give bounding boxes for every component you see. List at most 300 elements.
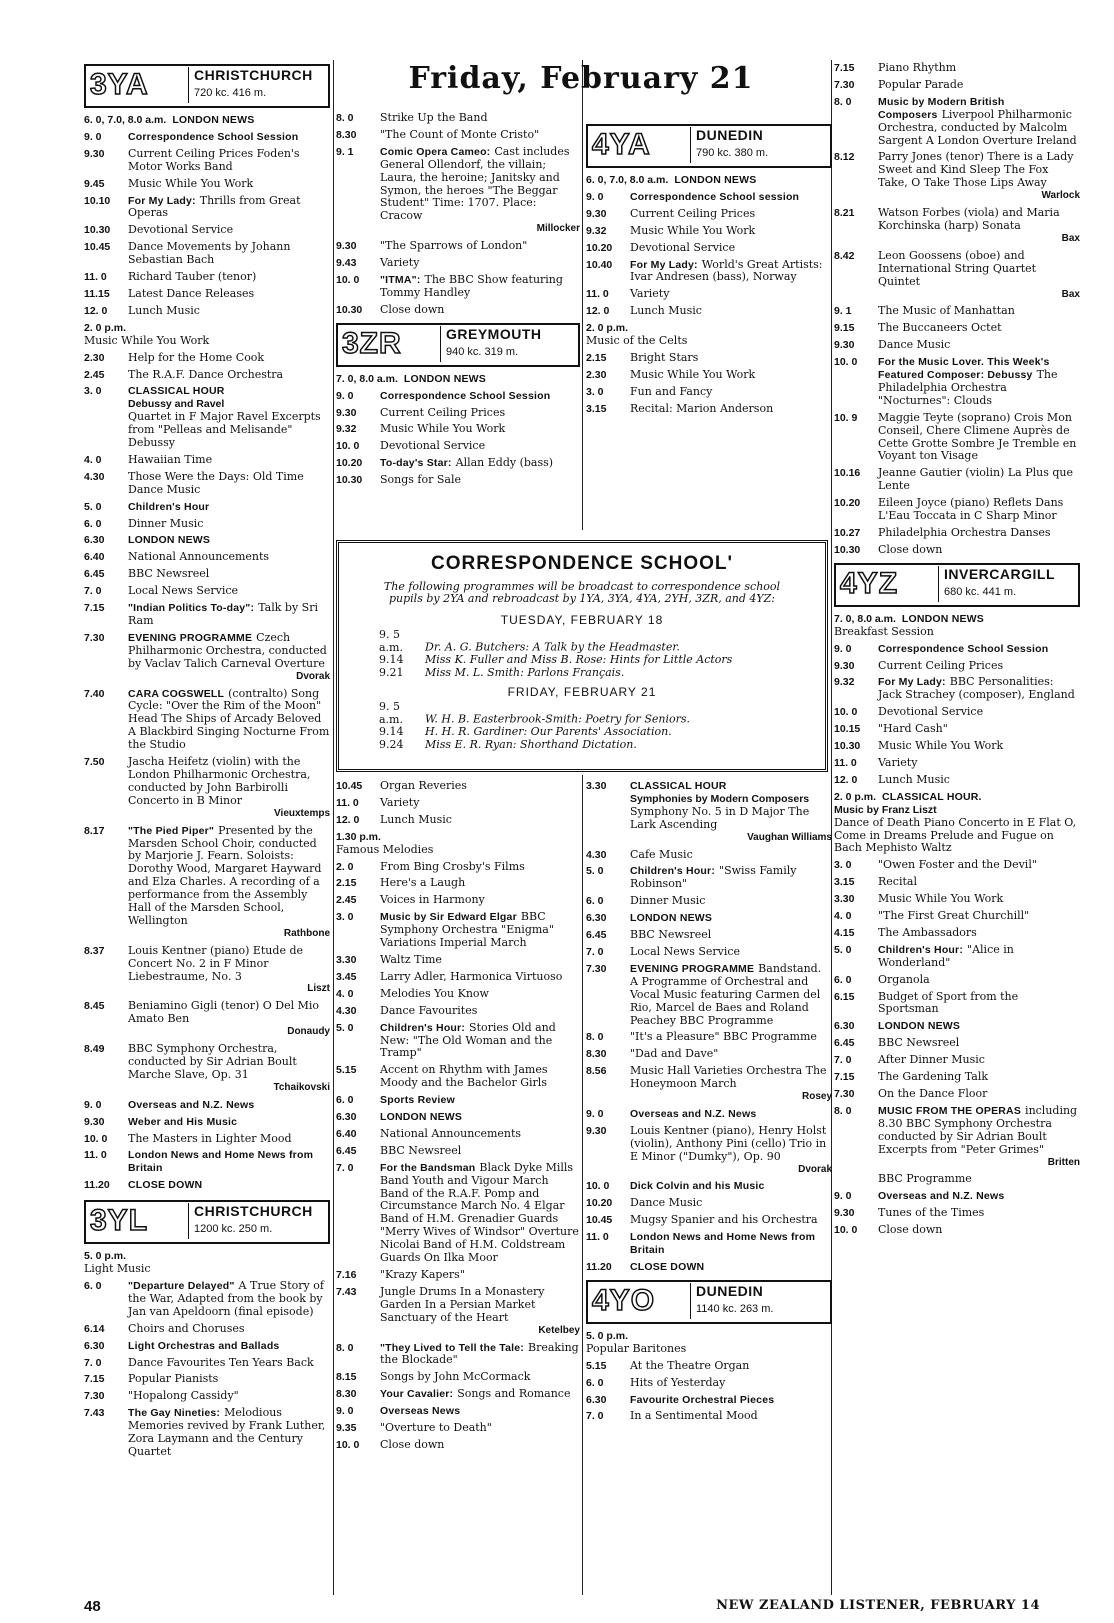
programme-time: 8.15 — [336, 1371, 357, 1384]
programme-entry — [834, 207, 1080, 246]
programme-list-4yz — [834, 613, 1080, 1237]
column-4 — [834, 62, 1080, 1241]
programme-time: 4.30 — [586, 848, 607, 861]
programme-description: Lunch Music — [380, 812, 452, 826]
programme-time: 6.40 — [84, 551, 105, 564]
programme-description: BBC Newsreel — [380, 1143, 462, 1157]
programme-time: 7.43 — [84, 1407, 105, 1420]
programme-description: Hits of Yesterday — [630, 1375, 726, 1389]
programme-time: 9. 0 — [84, 1098, 102, 1111]
programme-description: Current Ceiling Prices Foden's Motor Works Band — [128, 146, 300, 173]
programme-description: Lunch Music — [128, 303, 200, 317]
programme-entry — [336, 146, 580, 236]
programme-description: Bandstand. A Programme of Orchestral and Vocal Music featuring Carmen del Rio, Marcel de Baes and Roland Peachey BBC Programme — [630, 961, 822, 1027]
programme-title: For My Lady: — [878, 676, 946, 689]
programme-entry — [84, 585, 330, 598]
programme-entry — [586, 1231, 832, 1257]
programme-entry — [834, 660, 1080, 673]
programme-entry — [834, 676, 1080, 702]
programme-title: LONDON NEWS — [380, 1111, 463, 1124]
programme-title: Dick Colvin and his Music — [630, 1180, 765, 1193]
programme-entry — [84, 945, 330, 997]
programme-time: 10. 0 — [336, 273, 360, 286]
programme-entry — [586, 1214, 832, 1227]
programme-time: 5. 0 p.m. — [586, 1329, 629, 1342]
programme-title: Sports Review — [380, 1094, 455, 1107]
programme-description: Tunes of the Times — [878, 1206, 985, 1220]
programme-entry — [84, 1357, 330, 1370]
correspondence-time: 9.21 — [379, 665, 404, 679]
programme-description: Stories Old and New: "The Old Woman and the Tramp" — [380, 1020, 556, 1060]
programme-description: Close down — [380, 302, 445, 316]
programme-list-3yl — [84, 1250, 330, 1459]
programme-time: 7. 0 — [84, 585, 102, 598]
programme-description: Black Dyke Mills Band Youth and Vigour March Band of the R.A.F. Pomp and Circumstance March No. 4 Elgar Band of H.M. Grenadier Guards "Merry Wives of Windsor" Overture Nicolai Band of H.M. Coldstream Guards On Ilka Moor — [380, 1160, 579, 1265]
programme-description: Mugsy Spanier and his Orchestra — [630, 1213, 818, 1227]
programme-time: 11. 0 — [84, 271, 107, 284]
programme-entry — [84, 825, 330, 941]
programme-entry — [336, 1269, 580, 1282]
programme-description: Quartet in F Major Ravel Excerpts from "Pelleas and Melisande" Debussy — [128, 410, 321, 450]
programme-time: 2.15 — [586, 351, 607, 364]
programme-entry — [834, 1190, 1080, 1203]
programme-entry — [84, 1373, 330, 1386]
programme-entry — [834, 1071, 1080, 1084]
programme-time: 6. 0 — [336, 1094, 354, 1107]
programme-entry — [834, 613, 1080, 639]
programme-entry — [586, 1065, 832, 1104]
programme-time: 7.30 — [84, 631, 105, 644]
programme-time: 5.15 — [336, 1064, 357, 1077]
programme-time: 9.32 — [834, 676, 855, 689]
programme-description: "Hopalong Cassidy" — [128, 1389, 239, 1403]
programme-description: Variety — [380, 795, 420, 809]
programme-title: London News and Home News from Britain — [128, 1149, 314, 1175]
programme-description: Help for the Home Cook — [128, 350, 265, 364]
programme-entry — [84, 1116, 330, 1129]
programme-title: Overseas and N.Z. News — [630, 1107, 757, 1120]
programme-description: Breakfast Session — [834, 624, 934, 638]
programme-entry — [336, 474, 580, 487]
programme-entry — [336, 112, 580, 125]
programme-time: 6.45 — [834, 1037, 855, 1050]
programme-time: 10. 0 — [336, 1438, 360, 1451]
programme-time: 9.30 — [586, 207, 607, 220]
correspondence-talk: H. H. R. Gardiner: Our Parents' Association. — [425, 725, 672, 738]
programme-description: Waltz Time — [380, 952, 442, 966]
station-frequency: 680 kc. 441 m. — [944, 585, 1017, 598]
programme-entry — [84, 1250, 330, 1276]
programme-time: 11. 0 — [84, 1149, 107, 1162]
station-city: DUNEDIN — [696, 1282, 764, 1299]
programme-entry — [84, 1133, 330, 1146]
programme-time: 6.30 — [586, 912, 607, 925]
programme-entry — [84, 385, 330, 450]
programme-time: 9. 0 — [834, 1190, 852, 1203]
programme-entry — [586, 895, 832, 908]
programme-time: 9.35 — [336, 1422, 357, 1435]
programme-entry — [834, 497, 1080, 523]
station-city: CHRISTCHURCH — [194, 1203, 313, 1220]
station-frequency: 790 kc. 380 m. — [696, 147, 769, 159]
programme-description: Strike Up the Band — [380, 111, 488, 124]
programme-subtitle: Debussy and Ravel — [128, 398, 225, 411]
programme-title: "Departure Delayed" — [128, 1279, 235, 1292]
programme-description: A True Story of the War, Adapted from the book by Jan van Apeldoorn (final episode) — [128, 1278, 324, 1318]
programme-time: 8. 0 — [834, 95, 852, 108]
programme-entry — [586, 403, 832, 416]
programme-description: Local News Service — [630, 944, 741, 958]
column-3 — [586, 122, 832, 420]
programme-description: Songs by John McCormack — [380, 1370, 531, 1384]
programme-entry — [84, 352, 330, 365]
publication-line: NEW ZEALAND LISTENER, FEBRUARY 14 — [716, 1598, 1040, 1613]
programme-composer: Vieuxtemps — [274, 807, 330, 819]
programme-time: 6. 0 — [586, 1376, 604, 1389]
programme-description: Songs for Sale — [380, 473, 461, 487]
programme-entry — [84, 1179, 330, 1192]
programme-time: 11. 0 — [834, 756, 857, 769]
programme-description: After Dinner Music — [878, 1053, 985, 1067]
programme-entry — [336, 814, 580, 827]
programme-description: Choirs and Choruses — [128, 1321, 245, 1335]
programme-entry — [84, 1407, 330, 1459]
programme-description: The Ambassadors — [878, 925, 977, 939]
station-header-4yo — [586, 1280, 832, 1324]
programme-description: Music While You Work — [630, 223, 756, 237]
programme-entry — [84, 271, 330, 284]
programme-entry — [84, 131, 330, 144]
programme-time: 7. 0 — [586, 945, 604, 958]
programme-description: Melodies You Know — [380, 986, 489, 1000]
programme-description: In a Sentimental Mood — [630, 1409, 758, 1423]
programme-title: LONDON NEWS — [172, 114, 255, 126]
programme-description: Recital: Marion Anderson — [630, 401, 774, 415]
programme-description: Dance Music — [630, 1196, 703, 1210]
programme-time: 2.45 — [336, 894, 357, 907]
programme-entry — [84, 148, 330, 174]
programme-description: From Bing Crosby's Films — [380, 859, 525, 873]
programme-list-4yo — [586, 1330, 832, 1423]
station-callsign: 4YA — [592, 128, 651, 161]
programme-title: Overseas and N.Z. News — [878, 1190, 1005, 1203]
programme-title: CLASSICAL HOUR — [128, 385, 225, 398]
programme-description: Music While You Work — [128, 176, 254, 190]
programme-title: Children's Hour — [128, 500, 210, 513]
programme-time: 6.45 — [84, 568, 105, 581]
programme-time: 6.14 — [84, 1322, 105, 1335]
programme-composer: Dvorak — [798, 1163, 832, 1175]
programme-title: LONDON NEWS — [630, 912, 713, 925]
programme-entry — [336, 861, 580, 874]
programme-description: Richard Tauber (tenor) — [128, 270, 257, 284]
programme-time: 9.45 — [84, 177, 105, 190]
programme-time: 6. 0 — [84, 1279, 102, 1292]
correspondence-talk: Miss E. R. Ryan: Shorthand Dictation. — [425, 737, 637, 751]
programme-list-2-top — [336, 112, 580, 317]
programme-description: Jungle Drums In a Monastery Garden In a Persian Market Sanctuary of the Heart — [380, 1284, 545, 1324]
programme-description: Jascha Heifetz (violin) with the London Philharmonic Orchestra, conducted by John Barbirolli Concerto in B Minor — [128, 755, 311, 807]
programme-description: Local News Service — [128, 584, 239, 598]
programme-entry — [586, 1410, 832, 1423]
programme-time: 9. 1 — [336, 145, 354, 158]
programme-entry — [84, 501, 330, 514]
programme-time: 2. 0 p.m. — [834, 790, 877, 803]
programme-entry — [84, 1390, 330, 1403]
programme-description: Variety — [380, 256, 420, 270]
programme-time: 8.56 — [586, 1065, 607, 1078]
programme-entry — [336, 831, 580, 857]
programme-time: 8.49 — [84, 1043, 105, 1056]
station-city: DUNEDIN — [696, 127, 764, 143]
programme-entry — [84, 369, 330, 382]
programme-description: "The Sparrows of London" — [380, 239, 528, 253]
programme-entry — [834, 706, 1080, 719]
programme-title: CARA COGSWELL — [128, 687, 225, 700]
programme-description: Melodious Memories revived by Frank Luther, Zora Laymann and the Century Quartet — [128, 1406, 326, 1458]
programme-time: 12. 0 — [336, 813, 360, 826]
programme-description: Current Ceiling Prices — [380, 405, 506, 419]
programme-time: 6.30 — [336, 1111, 357, 1124]
programme-time: 5.15 — [586, 1359, 607, 1372]
programme-description: National Announcements — [380, 1126, 522, 1140]
programme-description: Leon Goossens (oboe) and International String Quartet Quintet — [878, 248, 1037, 288]
programme-title: Favourite Orchestral Pieces — [630, 1393, 775, 1406]
station-city: INVERCARGILL — [944, 565, 1055, 582]
programme-entry — [84, 632, 330, 684]
programme-title: "Indian Politics To-day": — [128, 602, 255, 615]
programme-entry — [84, 551, 330, 564]
programme-time: 8.42 — [834, 249, 855, 262]
programme-entry — [586, 1031, 832, 1044]
programme-entry — [84, 568, 330, 581]
programme-description: Voices in Harmony — [380, 893, 485, 907]
programme-composer: Vaughan Williams — [747, 831, 832, 843]
programme-description: Thrills from Great Operas — [128, 193, 301, 220]
programme-time: 3.15 — [586, 402, 607, 415]
programme-entry — [834, 62, 1080, 75]
programme-description: Dance Music — [878, 338, 951, 352]
programme-entry — [336, 1388, 580, 1401]
programme-title: Overseas and N.Z. News — [128, 1098, 255, 1111]
programme-title: Children's Hour: — [380, 1021, 466, 1034]
programme-description: Music While You Work — [878, 892, 1004, 906]
programme-time: 7. 0, 8.0 a.m. — [336, 372, 398, 385]
programme-description: Music Hall Varieties Orchestra The Honeymoon March — [630, 1064, 827, 1091]
programme-time: 6. 0 — [834, 973, 852, 986]
correspondence-time: 9.14 — [379, 725, 404, 738]
programme-entry — [336, 423, 580, 436]
programme-description: The Philadelphia Orchestra "Nocturnes": Clouds — [878, 368, 1058, 407]
programme-title: For My Lady: — [630, 258, 698, 271]
programme-entry — [336, 1405, 580, 1418]
correspondence-time: 9.24 — [379, 737, 404, 751]
programme-entry — [834, 974, 1080, 987]
programme-description: Larry Adler, Harmonica Virtuoso — [380, 969, 563, 983]
programme-entry — [834, 893, 1080, 906]
programme-description: Allan Eddy (bass) — [455, 456, 554, 470]
programme-time: 8.30 — [336, 128, 357, 141]
programme-time: 9.30 — [336, 406, 357, 419]
programme-time: 9.30 — [84, 147, 105, 160]
programme-description: BBC Programme — [878, 1172, 972, 1186]
programme-title: Correspondence School Session — [380, 389, 551, 402]
programme-entry — [586, 1180, 832, 1193]
programme-description: Organola — [878, 972, 930, 986]
programme-entry — [834, 791, 1080, 856]
programme-description: Devotional Service — [630, 240, 736, 254]
programme-time: 6. 0, 7.0, 8.0 a.m. — [84, 114, 167, 126]
programme-description: "It's a Pleasure" BBC Programme — [630, 1030, 817, 1044]
programme-time: 7.15 — [834, 1071, 855, 1084]
programme-time: 3. 0 — [336, 911, 354, 924]
programme-time: 6.40 — [336, 1127, 357, 1140]
programme-list-4ya — [586, 174, 832, 416]
programme-description: "Krazy Kapers" — [380, 1268, 465, 1281]
programme-entry — [586, 242, 832, 255]
programme-time: 8.30 — [336, 1388, 357, 1401]
programme-time: 9.32 — [336, 423, 357, 436]
programme-time: 10. 0 — [834, 1224, 858, 1237]
programme-time: 6.30 — [834, 1020, 855, 1033]
programme-title: LONDON NEWS — [128, 534, 211, 547]
programme-description: Louis Kentner (piano) Etude de Concert No. 2 in F Minor Liebestraume, No. 3 — [128, 943, 303, 983]
correspondence-item — [379, 701, 809, 726]
programme-time: 10.40 — [586, 258, 613, 271]
programme-entry — [336, 1371, 580, 1384]
programme-time: 2.45 — [84, 368, 105, 381]
programme-description: Current Ceiling Prices — [630, 206, 756, 220]
programme-description: Music of the Celts — [586, 334, 688, 348]
programme-description: BBC Symphony Orchestra, conducted by Sir Adrian Boult Marche Slave, Op. 31 — [128, 1042, 297, 1081]
programme-description: Eileen Joyce (piano) Reflets Dans L'Eau Toccata in C Sharp Minor — [878, 496, 1064, 523]
programme-time: 3.30 — [834, 893, 855, 906]
programme-composer: Warlock — [1041, 190, 1080, 202]
programme-entry — [834, 96, 1080, 148]
programme-entry — [834, 1037, 1080, 1050]
programme-time: 7. 0 — [84, 1356, 102, 1369]
programme-entry — [834, 79, 1080, 92]
programme-entry — [834, 740, 1080, 753]
programme-description: Cast includes General Ollendorf, the villain; Laura, the heroine; Janitsky and Symon, the heroes "The Beggar Student" Time: 1707. Place: Cracow — [380, 144, 570, 223]
programme-time: 5. 0 — [336, 1021, 354, 1034]
programme-time: 9.30 — [336, 240, 357, 253]
programme-description: Symphony No. 5 in D Major The Lark Ascending — [630, 804, 810, 831]
programme-title: Weber and His Music — [128, 1115, 238, 1128]
programme-time: 4.30 — [84, 470, 105, 483]
programme-time: 7.40 — [84, 687, 105, 700]
programme-time: 2. 0 p.m. — [84, 321, 127, 334]
programme-entry — [336, 954, 580, 967]
programme-time: 9. 0 — [586, 190, 604, 203]
programme-description: Watson Forbes (viola) and Maria Korchinska (harp) Sonata — [878, 206, 1060, 232]
programme-entry — [336, 1022, 580, 1061]
programme-time: 6.30 — [84, 534, 105, 547]
programme-entry — [336, 911, 580, 950]
programme-description: BBC Newsreel — [630, 928, 712, 942]
programme-entry — [336, 797, 580, 810]
programme-composer: Ketelbey — [538, 1324, 580, 1336]
programme-time: 10.20 — [336, 457, 363, 470]
programme-description: Breaking the Blockade" — [380, 1340, 579, 1367]
programme-description: Dance Favourites Ten Years Back — [128, 1355, 314, 1369]
programme-description: Popular Pianists — [128, 1372, 219, 1386]
column-1 — [84, 62, 330, 1463]
programme-description: Parry Jones (tenor) There is a Lady Sweet and Kind Sleep The Fox Take, O Take Those Lips Away — [878, 150, 1074, 190]
correspondence-item — [379, 629, 809, 654]
programme-time: 6.30 — [84, 1339, 105, 1352]
programme-entry — [586, 946, 832, 959]
programme-time: 9.32 — [586, 224, 607, 237]
programme-entry — [336, 390, 580, 403]
correspondence-talk: W. H. B. Easterbrook-Smith: Poetry for Seniors. — [425, 712, 690, 726]
programme-entry — [336, 1094, 580, 1107]
programme-description: Lunch Music — [878, 772, 950, 786]
programme-entry — [834, 151, 1080, 203]
programme-description: Current Ceiling Prices — [878, 658, 1004, 672]
programme-entry — [586, 912, 832, 925]
programme-entry — [336, 257, 580, 270]
programme-time: 4.30 — [336, 1004, 357, 1017]
programme-time: 11.20 — [586, 1261, 612, 1273]
programme-time: 11.15 — [84, 287, 110, 300]
programme-time: 6.45 — [336, 1144, 357, 1157]
programme-entry — [586, 259, 832, 285]
programme-time: 6.15 — [834, 990, 855, 1003]
programme-time: 2.30 — [586, 368, 607, 381]
programme-time: 9.30 — [834, 659, 855, 672]
programme-entry — [834, 643, 1080, 656]
programme-entry — [586, 208, 832, 221]
programme-time: 7.50 — [84, 756, 105, 769]
programme-time: 9.30 — [834, 1207, 855, 1220]
programme-time: 8.17 — [84, 824, 105, 837]
programme-entry — [336, 1286, 580, 1338]
programme-description: Variety — [878, 755, 918, 769]
programme-description: Czech Philharmonic Orchestra, conducted by Vaclav Talich Carneval Overture — [128, 630, 327, 670]
programme-description: Dance of Death Piano Concerto in E Flat O, Come in Dreams Prelude and Fugue on Bach Mephisto Waltz — [834, 815, 1077, 855]
programme-description: Devotional Service — [878, 705, 984, 719]
programme-title: LONDON NEWS — [901, 612, 984, 625]
programme-time: 7. 0 — [586, 1410, 604, 1423]
programme-description: Fun and Fancy — [630, 384, 713, 398]
programme-time: 8. 0 — [336, 112, 354, 124]
programme-description: Philadelphia Orchestra Danses — [878, 526, 1051, 539]
programme-entry — [84, 688, 330, 753]
programme-time: 7. 0 — [336, 1161, 354, 1174]
programme-description: Music While You Work — [878, 739, 1004, 753]
programme-entry — [336, 1064, 580, 1090]
correspondence-day-1-list — [355, 629, 809, 679]
programme-time: 4.15 — [834, 926, 855, 939]
station-callsign: 4YO — [592, 1283, 656, 1317]
programme-time: 4. 0 — [84, 453, 102, 466]
programme-time: 3. 0 — [834, 859, 852, 872]
programme-time: 10.10 — [84, 194, 111, 207]
programme-entry — [84, 305, 330, 318]
programme-description: Devotional Service — [128, 223, 234, 237]
programme-description: "Overture to Death" — [380, 1421, 492, 1435]
programme-entry — [586, 174, 832, 187]
programme-entry — [834, 339, 1080, 352]
programme-description: BBC Symphony Orchestra "Enigma" Variations Imperial March — [380, 910, 554, 950]
programme-title: For the Bandsman — [380, 1161, 476, 1174]
programme-entry — [84, 224, 330, 237]
programme-title: MUSIC FROM THE OPERAS — [878, 1104, 1022, 1117]
programme-description: "The First Great Churchill" — [878, 909, 1030, 923]
programme-entry — [834, 991, 1080, 1017]
programme-title: CLASSICAL HOUR. — [882, 790, 982, 803]
